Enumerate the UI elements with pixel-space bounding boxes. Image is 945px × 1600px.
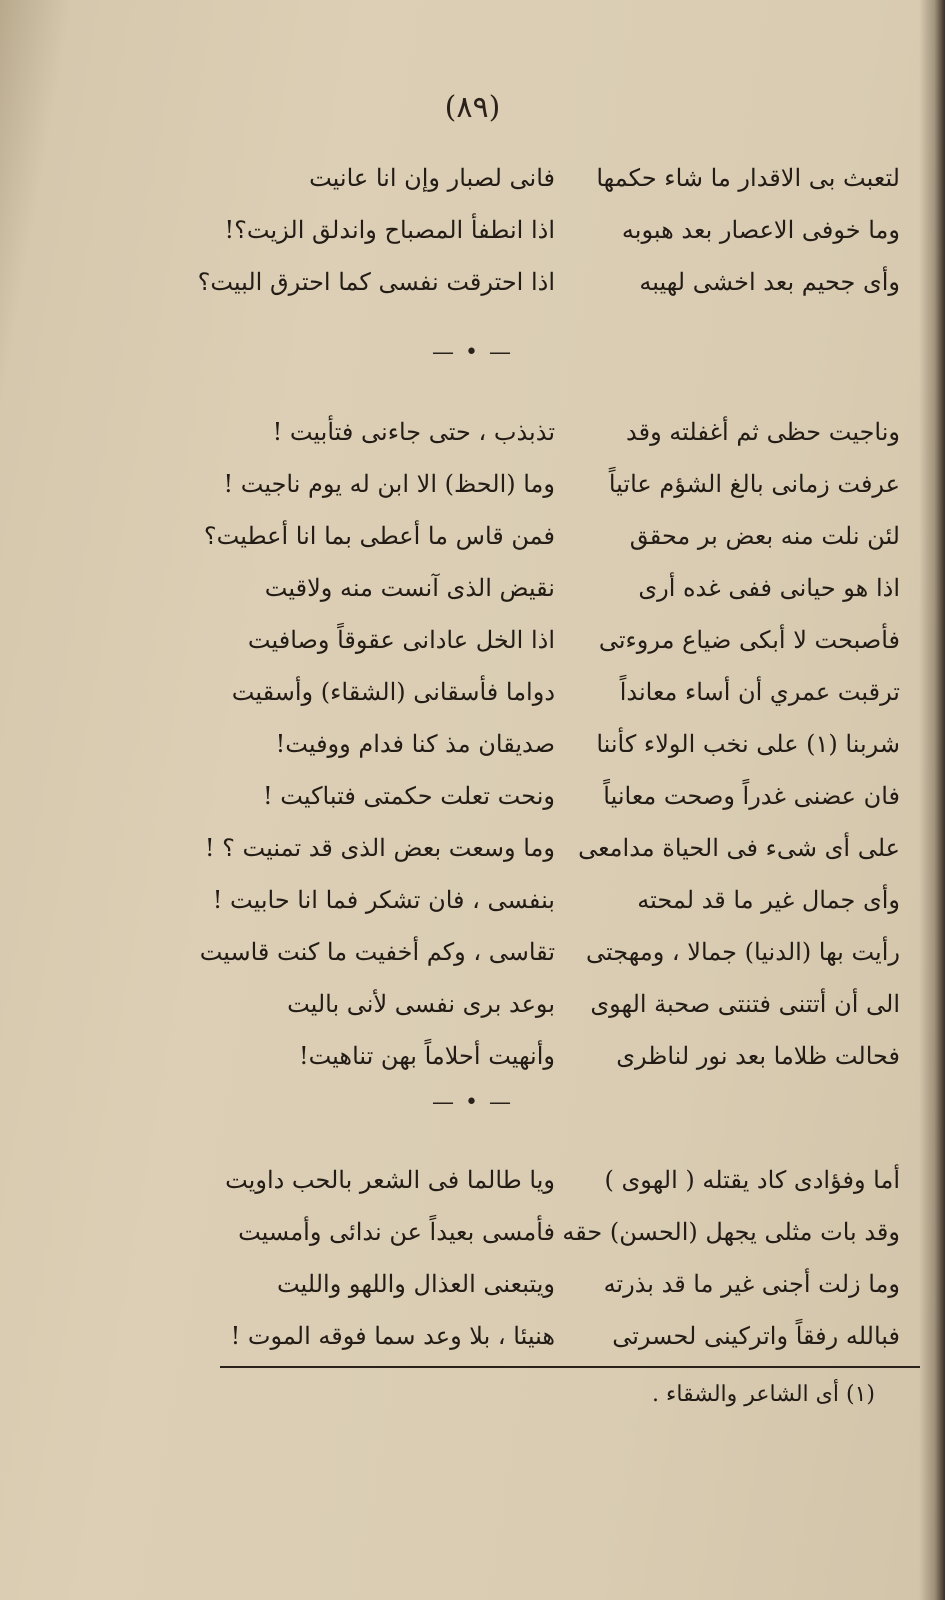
verse-second-half: دواما فأسقانى (الشقاء) وأسقيت [231, 678, 555, 706]
stanza-1 [197, 158, 900, 314]
verse-first-half: لتعبث بى الاقدار ما شاء حكمها [596, 164, 900, 192]
verse-second-half: تذبذب ، حتى جاءنى فتأبيت ! [272, 418, 555, 446]
verse-first-half: وأى جمال غير ما قد لمحته [637, 886, 900, 914]
verse-first-half: رأيت بها (الدنيا) جمالا ، ومهجتى [586, 938, 900, 966]
verse-line [225, 1160, 900, 1212]
verse-line [197, 262, 900, 314]
verse-second-half: ويتبعنى العذال واللهو والليت [276, 1270, 555, 1298]
verse-second-half: ونحت تعلت حكمتى فتباكيت ! [263, 782, 555, 810]
verse-second-half: وما (الحظ) الا ابن له يوم ناجيت ! [223, 470, 555, 498]
section-separator: — • — [432, 1090, 513, 1115]
verse-second-half: بنفسى ، فان تشكر فما انا حابيت ! [212, 886, 555, 914]
verse-first-half: اذا هو حيانى ففى غده أرى [638, 574, 900, 602]
verse-line [204, 828, 900, 880]
verse-first-half: وما خوفى الاعصار بعد هبوبه [621, 216, 900, 244]
verse-line [224, 210, 900, 262]
stanza-2 [199, 412, 900, 1088]
verse-line [260, 412, 900, 464]
verse-line [260, 1264, 900, 1316]
verse-second-half: تقاسى ، وكم أخفيت ما كنت قاسيت [199, 938, 555, 966]
verse-first-half: فحالت ظلاما بعد نور لناظرى [616, 1042, 900, 1070]
verse-line [212, 880, 900, 932]
binding-shadow [919, 0, 945, 1600]
verse-first-half: وأى جحيم بعد اخشى لهيبه [639, 268, 900, 296]
verse-line [260, 724, 900, 776]
verse-second-half: فانى لصبار وإن انا عانيت [309, 164, 555, 192]
verse-line [260, 568, 900, 620]
verse-line [223, 464, 900, 516]
page-number: (٨٩) [444, 90, 501, 125]
verse-first-half: فأصبحت لا أبكى ضياع مروءتى [598, 626, 900, 654]
verse-first-half: فبالله رفقاً واتركينى لحسرتى [612, 1322, 900, 1350]
verse-second-half: صديقان مذ كنا فدام ووفيت! [275, 730, 555, 758]
verse-first-half: على أى شىء فى الحياة مدامعى [578, 834, 900, 862]
verse-second-half: اذا الخل عادانى عقوقاً وصافيت [247, 626, 555, 654]
verse-line [260, 1036, 900, 1088]
verse-second-half: وأنهيت أحلاماً بهن تناهيت! [298, 1042, 555, 1070]
verse-line [238, 1212, 900, 1264]
verse-first-half: لئن نلت منه بعض بر محقق [629, 522, 900, 550]
section-separator: — • — [432, 340, 513, 365]
verse-first-half: الى أن أتتنى فتنتى صحبة الهوى [590, 990, 900, 1018]
footnote-divider [220, 1366, 920, 1368]
verse-second-half: نقيض الذى آنست منه ولاقيت [264, 574, 555, 602]
verse-line [260, 158, 900, 210]
footnote: (١) أى الشاعر والشقاء . [652, 1382, 875, 1407]
verse-line [230, 1316, 900, 1368]
verse-line [231, 672, 900, 724]
verse-line [199, 932, 900, 984]
verse-first-half: عرفت زمانى بالغ الشؤم عاتياً [608, 470, 900, 498]
verse-second-half: وما وسعت بعض الذى قد تمنيت ؟ ! [204, 834, 555, 862]
verse-first-half: ترقبت عمري أن أساء معانداً [619, 678, 900, 706]
verse-second-half: فمن قاس ما أعطى بما انا أعطيت؟ [203, 522, 555, 550]
stanza-3 [225, 1160, 900, 1368]
verse-second-half: هنيئا ، بلا وعد سما فوقه الموت ! [230, 1322, 555, 1350]
verse-first-half: وناجيت حظى ثم أغفلته وقد [626, 418, 900, 446]
verse-second-half: اذا احترقت نفسى كما احترق البيت؟ [197, 268, 555, 296]
verse-line [260, 984, 900, 1036]
verse-first-half: فان عضنى غدراً وصحت معانياً [603, 782, 900, 810]
verse-second-half: فأمسى بعيداً عن ندائى وأمسيت [238, 1218, 555, 1246]
verse-first-half: شربنا (١) على نخب الولاء كأننا [596, 730, 900, 758]
verse-second-half: اذا انطفأ المصباح واندلق الزيت؟! [224, 216, 555, 244]
verse-line [203, 516, 900, 568]
verse-second-half: بوعد برى نفسى لأنى باليت [287, 990, 555, 1018]
verse-line [260, 776, 900, 828]
verse-line [247, 620, 900, 672]
verse-first-half: وقد بات مثلى يجهل (الحسن) حقه [562, 1218, 900, 1246]
verse-second-half: ويا طالما فى الشعر بالحب داويت [225, 1166, 555, 1194]
verse-first-half: وما زلت أجنى غير ما قد بذرته [603, 1270, 900, 1298]
verse-first-half: أما وفؤادى كاد يقتله ( الهوى ) [604, 1166, 900, 1194]
